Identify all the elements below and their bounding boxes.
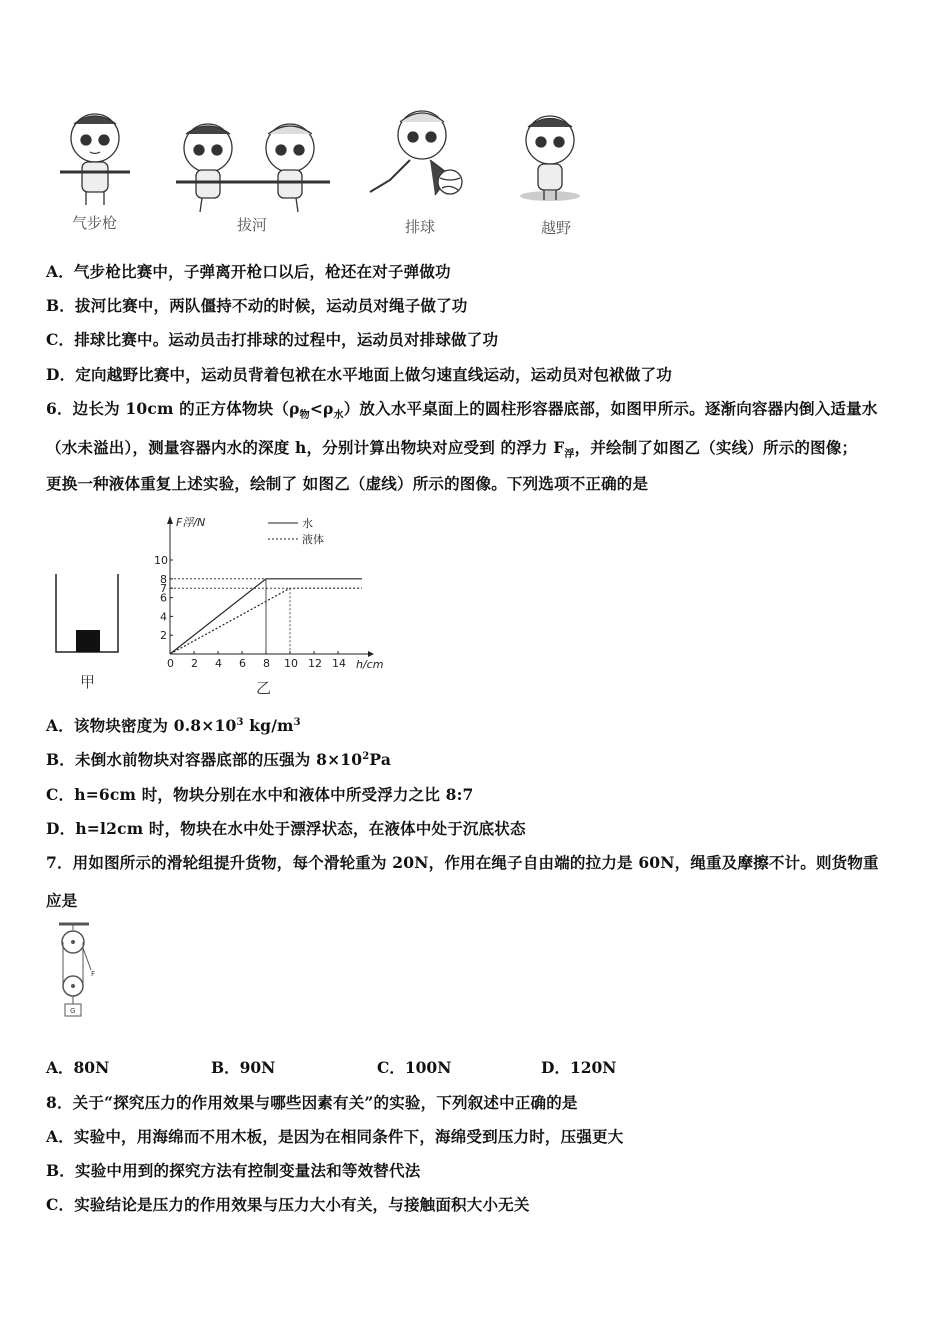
q5-option-a: A．气步枪比赛中，子弹离开枪口以后，枪还在对子弹做功 (46, 262, 451, 281)
x-tick-label: 6 (239, 657, 246, 670)
q7-pulley-diagram (55, 920, 115, 1020)
q6-figure-a-label: 甲 (80, 673, 96, 691)
y-axis-arrow (167, 516, 173, 524)
q8-option-a: A．实验中，用海绵而不用木板，是因为在相同条件下，海绵受到压力时，压强更大 (46, 1127, 624, 1146)
caption-tug-of-war: 拔河 (237, 216, 268, 234)
x-tick-label: 0 (167, 657, 174, 670)
x-tick-label: 4 (215, 657, 222, 670)
q5-option-d: D．定向越野比赛中，运动员背着包袱在水平地面上做匀速直线运动，运动员对包袱做了功 (46, 365, 672, 384)
q7-option-a: A．80N (46, 1058, 110, 1077)
caption-air-rifle: 气步枪 (72, 214, 118, 232)
q5-option-c: C．排球比赛中。运动员击打排球的过程中，运动员对排球做了功 (46, 330, 499, 349)
q6-buoyancy-chart (140, 512, 390, 672)
force-label: F (91, 970, 96, 978)
q6-figure-b-label: 乙 (256, 679, 272, 697)
y-axis-label: F浮/N (176, 516, 206, 529)
panda-volleyball-figure (370, 111, 462, 195)
q6-option-c: C．h=6cm 时，物块分别在水中和液体中所受浮力之比 8:7 (46, 785, 474, 804)
panda-tug-figure (176, 124, 330, 212)
x-tick-label: 10 (284, 657, 298, 670)
cube-block (76, 630, 100, 652)
q8-option-b: B．实验中用到的探究方法有控制变量法和等效替代法 (46, 1161, 421, 1180)
legend-label: 水 (302, 517, 313, 530)
q8-stem: 8．关于“探究压力的作用效果与哪些因素有关”的实验，下列叙述中正确的是 (46, 1093, 578, 1112)
x-tick-label: 2 (191, 657, 198, 670)
x-axis-label: h/cm (356, 658, 384, 671)
sports-illustrations (50, 100, 610, 235)
caption-volleyball: 排球 (405, 218, 436, 236)
x-tick-label: 12 (308, 657, 322, 670)
y-tick-label: 4 (160, 610, 167, 624)
x-tick-label: 8 (263, 657, 270, 670)
q7-option-c: C．100N (377, 1058, 452, 1077)
q6-option-b: B．未倒水前物块对容器底部的压强为 $8\times 10^2Pa$ (46, 750, 392, 769)
y-tick-label: 8 (160, 572, 167, 586)
load-label: G (70, 1007, 76, 1015)
x-axis-arrow (368, 651, 374, 657)
q5-option-b: B．拔河比赛中，两队僵持不动的时候，运动员对绳子做了功 (46, 296, 468, 315)
y-tick-label: 6 (160, 591, 167, 605)
q7-option-d: D．120N (541, 1058, 617, 1077)
q7-stem-line1: 7．用如图所示的滑轮组提升货物，每个滑轮重为 20N，作用在绳子自由端的拉力是 60N，绳重及摩擦不计。则货物重 (46, 853, 879, 872)
y-tick-label: 2 (160, 629, 167, 643)
panda-orienteering-figure (520, 116, 580, 201)
q6-stem-line2: （水未溢出），测量容器内水的深度 h，分别计算出物块对应受到 的浮力 $F_浮$，并绘制了如图乙（实线）所示的图像； (46, 438, 858, 461)
y-tick-label: 7 (160, 582, 167, 596)
q7-option-b: B．90N (211, 1058, 276, 1077)
legend-label: 液体 (302, 533, 324, 546)
q6-stem-line3: 更换一种液体重复上述实验，绘制了 如图乙（虚线）所示的图像。下列选项不正确的是 (46, 474, 649, 493)
q6-option-d: D．h=l2cm 时，物块在水中处于漂浮状态，在液体中处于沉底状态 (46, 819, 526, 838)
q6-option-a: A．该物块密度为 $0.8\times 10^3$ $kg/m^3$ (46, 716, 301, 735)
q8-option-c: C．实验结论是压力的作用效果与压力大小有关，与接触面积大小无关 (46, 1195, 530, 1214)
panda-rifle-figure (60, 114, 130, 205)
x-tick-label: 14 (332, 657, 346, 670)
y-tick-label: 10 (154, 554, 168, 567)
q6-stem-line1: 6．边长为 10cm 的正方体物块$(\rho_物<\rho_水)$放入水平桌面上的圆柱形容器底部，如图甲所示。逐渐向容器内倒入适量水 (46, 399, 878, 422)
q7-stem-line2: 应是 (46, 891, 78, 910)
caption-orienteering: 越野 (541, 219, 572, 237)
